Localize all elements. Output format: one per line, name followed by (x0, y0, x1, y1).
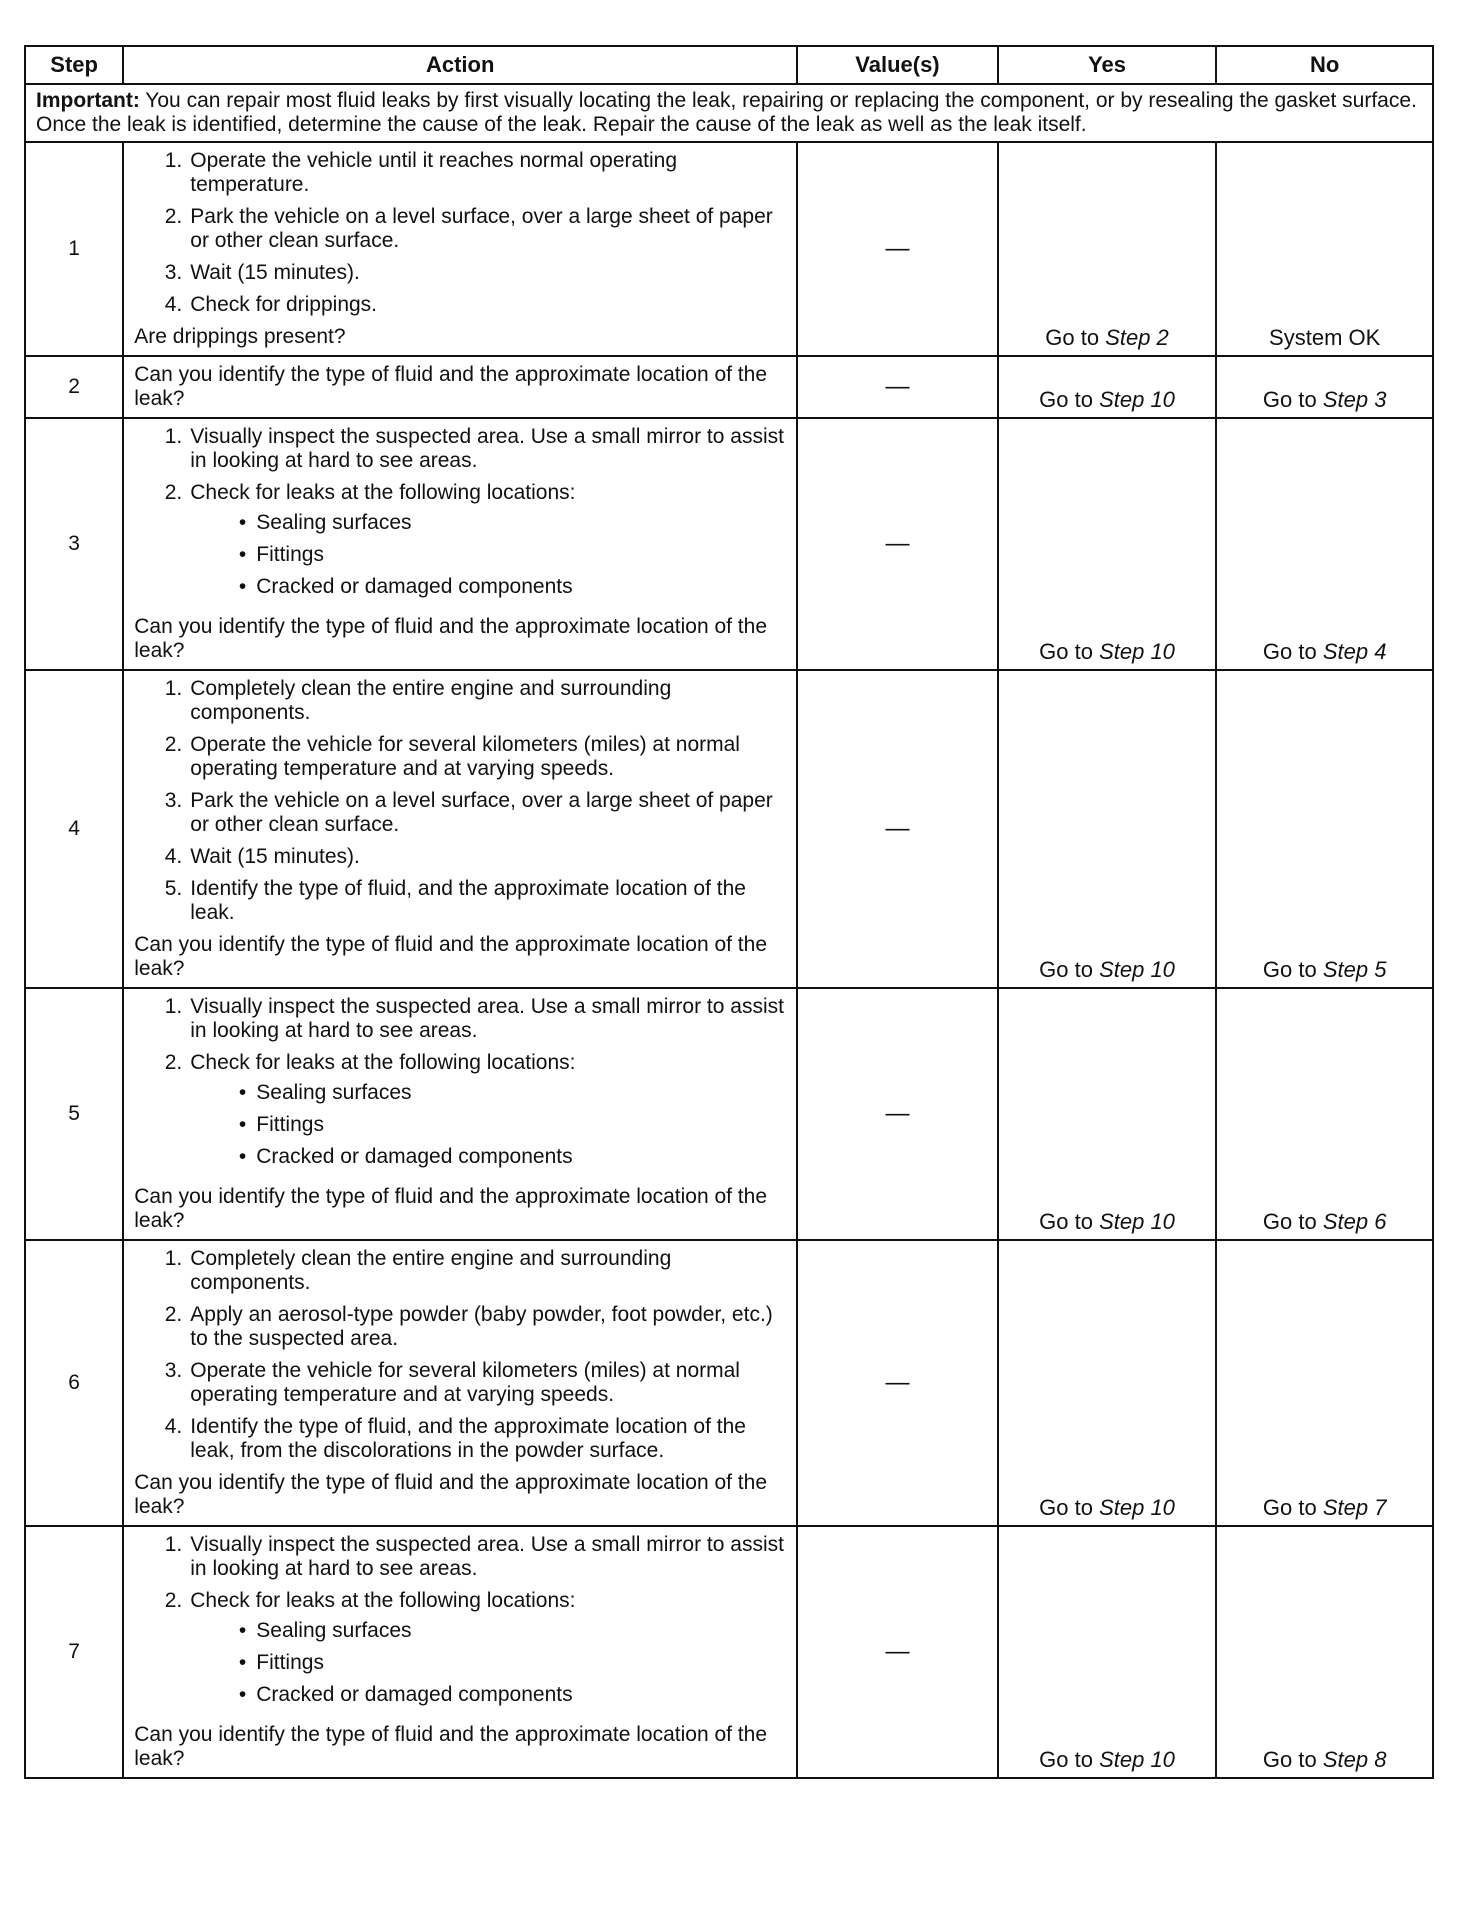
yes-result-cell (998, 418, 1217, 670)
action-step-number: 1. (164, 1533, 183, 1556)
yes-result-step-ref: Step 10 (1099, 957, 1175, 982)
important-note (25, 84, 1433, 142)
action-step-item (134, 293, 788, 317)
action-step-item (134, 733, 788, 781)
location-item (164, 511, 788, 535)
action-step-text: Apply an aerosol-type powder (baby powder, foot powder, etc.) to the suspected area. (190, 1303, 773, 1350)
action-step-item (134, 205, 788, 253)
no-result-step-ref: Step 5 (1322, 957, 1387, 982)
yes-result-prefix: Go to (1039, 639, 1100, 664)
diagnostic-table (24, 45, 1434, 1779)
no-result-cell (1216, 1240, 1433, 1526)
value-cell: — (797, 418, 998, 670)
bullet-icon: • (238, 575, 247, 598)
no-result-prefix: Go to (1262, 639, 1323, 664)
action-step-text-wrap (190, 425, 788, 473)
location-text: Fittings (256, 543, 324, 566)
action-step-item (134, 149, 788, 197)
value-cell: — (797, 142, 998, 356)
no-result-prefix: Go to (1262, 1495, 1323, 1520)
location-item (164, 543, 788, 567)
location-text: Cracked or damaged components (256, 1683, 573, 1706)
no-result-prefix: Go to (1262, 1209, 1323, 1234)
header-no: No (1216, 46, 1433, 84)
action-step-item (134, 877, 788, 925)
yes-result-step-ref: Step 2 (1105, 325, 1169, 350)
action-step-number: 2. (164, 481, 183, 504)
value-cell: — (797, 1526, 998, 1778)
yes-result-step-ref: Step 10 (1099, 387, 1175, 412)
step-number: 7 (25, 1526, 123, 1778)
important-text: You can repair most fluid leaks by first visually locating the leak, repairing or replacing the component, or by resealing the gasket surface. Once the leak is identified, determine the cause of the leak. Repair the cause of the leak as well as the leak itself. (36, 89, 1417, 136)
bullet-icon: • (238, 1113, 247, 1136)
no-result-step-ref: Step 8 (1322, 1747, 1387, 1772)
action-step-text-wrap (190, 1415, 788, 1463)
no-result-cell (1216, 418, 1433, 670)
location-item (164, 1651, 788, 1675)
action-question: Can you identify the type of fluid and the approximate location of the leak? (134, 1471, 768, 1518)
action-step-text: Operate the vehicle until it reaches normal operating temperature. (190, 149, 678, 196)
action-step-text-wrap (190, 877, 788, 925)
no-result-cell (1216, 1526, 1433, 1778)
location-list (164, 511, 788, 599)
yes-result-cell (998, 988, 1217, 1240)
action-step-text-wrap (190, 677, 788, 725)
action-question: Can you identify the type of fluid and the approximate location of the leak? (134, 1185, 768, 1232)
action-step-number: 3. (164, 1359, 183, 1382)
location-item (164, 1619, 788, 1643)
action-step-item (134, 261, 788, 285)
bullet-icon: • (238, 1651, 247, 1674)
location-item (164, 1081, 788, 1105)
yes-result-prefix: Go to (1045, 325, 1106, 350)
action-cell (123, 1526, 797, 1778)
action-step-item (134, 425, 788, 473)
action-step-text: Park the vehicle on a level surface, over a large sheet of paper or other clean surface. (190, 789, 773, 836)
action-step-text-wrap (190, 995, 788, 1043)
header-yes: Yes (998, 46, 1217, 84)
step-number: 6 (25, 1240, 123, 1526)
action-step-item (134, 1589, 788, 1715)
action-step-number: 4. (164, 293, 183, 316)
no-result-prefix: Go to (1262, 1747, 1323, 1772)
table-row (25, 418, 1433, 670)
action-step-text: Visually inspect the suspected area. Use a small mirror to assist in looking at hard to see areas. (190, 1533, 784, 1580)
bullet-icon: • (238, 511, 247, 534)
action-step-text: Check for leaks at the following locations: (190, 1051, 576, 1074)
no-result-prefix: Go to (1262, 387, 1323, 412)
location-item (164, 1113, 788, 1137)
yes-result-prefix: Go to (1039, 1747, 1100, 1772)
action-step-item (134, 481, 788, 607)
action-step-text: Check for leaks at the following locations: (190, 1589, 576, 1612)
action-step-text-wrap (190, 1589, 788, 1715)
step-number: 1 (25, 142, 123, 356)
yes-result-cell (998, 1526, 1217, 1778)
action-step-number: 1. (164, 1247, 183, 1270)
action-step-text-wrap (190, 1303, 788, 1351)
action-step-item (134, 1247, 788, 1295)
action-steps-list (134, 425, 788, 607)
action-step-text-wrap (190, 733, 788, 781)
action-step-text: Identify the type of fluid, and the approximate location of the leak, from the discolorations in the powder surface. (190, 1415, 746, 1462)
no-result-step-ref: Step 3 (1322, 387, 1387, 412)
no-result-cell (1216, 142, 1433, 356)
important-row (25, 84, 1433, 142)
yes-result-step-ref: Step 10 (1099, 1495, 1175, 1520)
action-step-text-wrap (190, 293, 788, 317)
table-row (25, 1526, 1433, 1778)
yes-result-prefix: Go to (1039, 1495, 1100, 1520)
action-step-item (134, 789, 788, 837)
location-text: Fittings (256, 1113, 324, 1136)
action-step-number: 2. (164, 1589, 183, 1612)
action-step-number: 3. (164, 789, 183, 812)
value-cell: — (797, 1240, 998, 1526)
action-step-item (134, 1051, 788, 1177)
action-cell (123, 988, 797, 1240)
action-step-text: Wait (15 minutes). (190, 261, 360, 284)
location-list (164, 1619, 788, 1707)
table-row (25, 356, 1433, 418)
yes-result-prefix: Go to (1039, 1209, 1100, 1234)
yes-result-cell (998, 142, 1217, 356)
yes-result-step-ref: Step 10 (1099, 1747, 1175, 1772)
location-text: Sealing surfaces (256, 1619, 412, 1642)
table-row (25, 142, 1433, 356)
yes-result-step-ref: Step 10 (1099, 1209, 1175, 1234)
table-row (25, 670, 1433, 988)
action-cell (123, 142, 797, 356)
step-number: 4 (25, 670, 123, 988)
bullet-icon: • (238, 1619, 247, 1642)
action-step-number: 4. (164, 845, 183, 868)
action-question: Can you identify the type of fluid and the approximate location of the leak? (134, 1723, 768, 1770)
location-item (164, 1145, 788, 1169)
action-step-item (134, 1303, 788, 1351)
action-step-number: 1. (164, 149, 183, 172)
action-question: Are drippings present? (134, 325, 346, 348)
step-number: 5 (25, 988, 123, 1240)
action-question: Can you identify the type of fluid and the approximate location of the leak? (134, 363, 768, 410)
action-step-text-wrap (190, 1533, 788, 1581)
header-values: Value(s) (797, 46, 998, 84)
table-row (25, 1240, 1433, 1526)
yes-result-prefix: Go to (1039, 957, 1100, 982)
bullet-icon: • (238, 1683, 247, 1706)
action-steps-list (134, 1533, 788, 1715)
action-step-text: Check for leaks at the following locations: (190, 481, 576, 504)
action-cell (123, 1240, 797, 1526)
action-step-text: Park the vehicle on a level surface, over a large sheet of paper or other clean surface. (190, 205, 773, 252)
important-label: Important: (36, 89, 140, 112)
action-step-number: 4. (164, 1415, 183, 1438)
action-step-text-wrap (190, 845, 788, 869)
location-text: Sealing surfaces (256, 511, 412, 534)
location-text: Fittings (256, 1651, 324, 1674)
action-step-number: 3. (164, 261, 183, 284)
location-item (164, 575, 788, 599)
no-result-prefix: System OK (1269, 325, 1381, 350)
bullet-icon: • (238, 1145, 247, 1168)
action-step-text-wrap (190, 481, 788, 607)
header-step: Step (25, 46, 123, 84)
action-step-item (134, 845, 788, 869)
location-list (164, 1081, 788, 1169)
action-step-text: Operate the vehicle for several kilometers (miles) at normal operating temperature and at varying speeds. (190, 733, 740, 780)
action-cell (123, 356, 797, 418)
value-cell: — (797, 356, 998, 418)
action-step-number: 1. (164, 677, 183, 700)
action-steps-list (134, 995, 788, 1177)
action-step-number: 2. (164, 733, 183, 756)
action-step-text: Wait (15 minutes). (190, 845, 360, 868)
action-steps-list (134, 1247, 788, 1463)
no-result-step-ref: Step 7 (1322, 1495, 1387, 1520)
action-step-number: 2. (164, 1303, 183, 1326)
action-step-text: Check for drippings. (190, 293, 378, 316)
location-item (164, 1683, 788, 1707)
no-result-cell (1216, 988, 1433, 1240)
action-steps-list (134, 149, 788, 317)
header-row (25, 46, 1433, 84)
action-question: Can you identify the type of fluid and the approximate location of the leak? (134, 615, 768, 662)
action-step-text-wrap (190, 205, 788, 253)
action-step-text: Visually inspect the suspected area. Use a small mirror to assist in looking at hard to see areas. (190, 995, 784, 1042)
table-row (25, 988, 1433, 1240)
action-step-item (134, 1359, 788, 1407)
action-step-number: 2. (164, 1051, 183, 1074)
action-step-text-wrap (190, 1051, 788, 1177)
value-cell: — (797, 670, 998, 988)
action-step-text-wrap (190, 149, 788, 197)
action-step-item (134, 995, 788, 1043)
no-result-prefix: Go to (1262, 957, 1323, 982)
bullet-icon: • (238, 543, 247, 566)
step-number: 3 (25, 418, 123, 670)
yes-result-cell (998, 356, 1217, 418)
location-text: Sealing surfaces (256, 1081, 412, 1104)
action-step-text: Completely clean the entire engine and surrounding components. (190, 677, 672, 724)
action-cell (123, 670, 797, 988)
action-step-text-wrap (190, 789, 788, 837)
yes-result-cell (998, 1240, 1217, 1526)
action-step-text: Operate the vehicle for several kilometers (miles) at normal operating temperature and at varying speeds. (190, 1359, 740, 1406)
location-text: Cracked or damaged components (256, 575, 573, 598)
action-step-text: Visually inspect the suspected area. Use a small mirror to assist in looking at hard to see areas. (190, 425, 784, 472)
no-result-step-ref: Step 6 (1322, 1209, 1387, 1234)
action-step-text: Completely clean the entire engine and surrounding components. (190, 1247, 672, 1294)
action-step-item (134, 677, 788, 725)
action-step-number: 5. (164, 877, 183, 900)
action-step-text-wrap (190, 1247, 788, 1295)
action-question: Can you identify the type of fluid and the approximate location of the leak? (134, 933, 768, 980)
header-action: Action (123, 46, 797, 84)
action-step-text-wrap (190, 1359, 788, 1407)
action-step-text: Identify the type of fluid, and the approximate location of the leak. (190, 877, 746, 924)
action-step-number: 1. (164, 425, 183, 448)
location-text: Cracked or damaged components (256, 1145, 573, 1168)
yes-result-prefix: Go to (1039, 387, 1100, 412)
bullet-icon: • (238, 1081, 247, 1104)
no-result-step-ref: Step 4 (1322, 639, 1387, 664)
action-step-text-wrap (190, 261, 788, 285)
action-step-number: 1. (164, 995, 183, 1018)
yes-result-cell (998, 670, 1217, 988)
no-result-cell (1216, 356, 1433, 418)
action-step-item (134, 1415, 788, 1463)
action-cell (123, 418, 797, 670)
value-cell: — (797, 988, 998, 1240)
no-result-cell (1216, 670, 1433, 988)
action-step-item (134, 1533, 788, 1581)
action-step-number: 2. (164, 205, 183, 228)
action-steps-list (134, 677, 788, 925)
step-number: 2 (25, 356, 123, 418)
yes-result-step-ref: Step 10 (1099, 639, 1175, 664)
